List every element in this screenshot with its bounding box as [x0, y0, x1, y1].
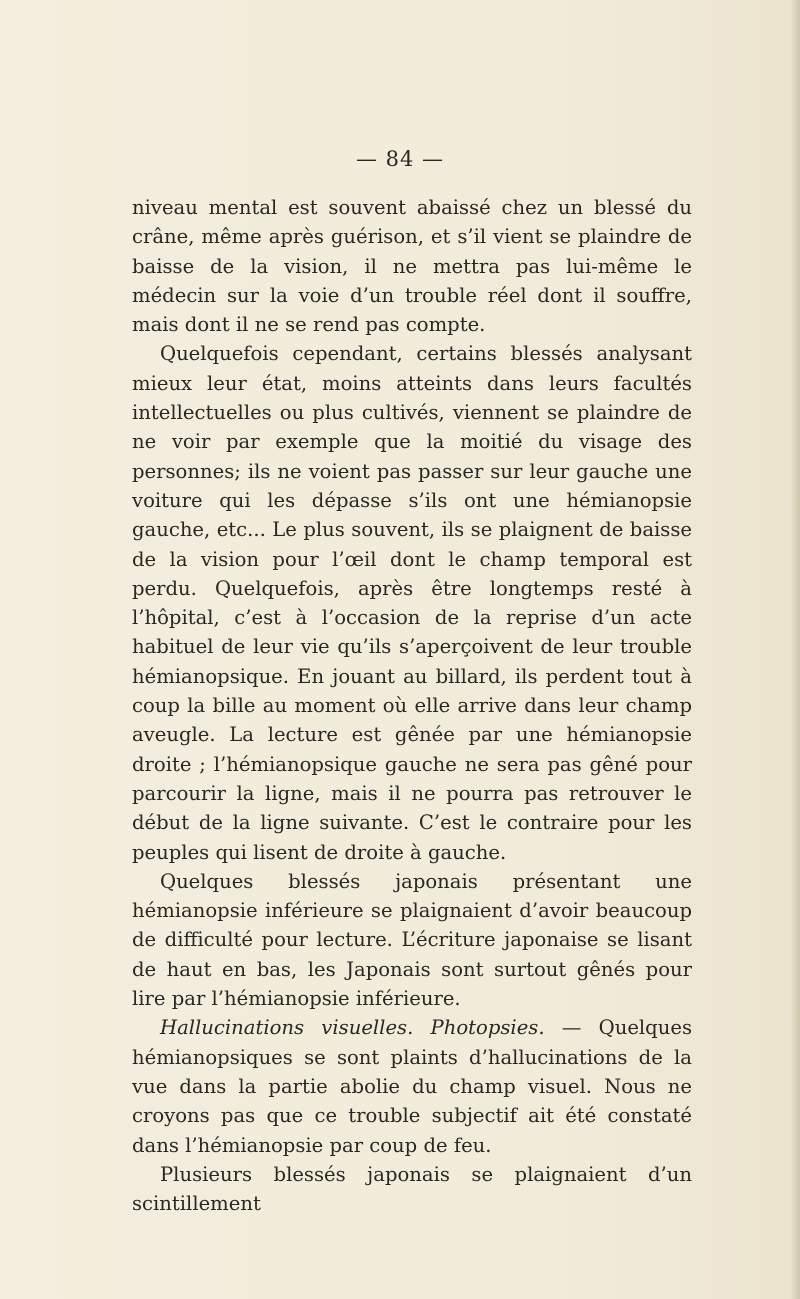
paragraph-4-text: — Quelques hémianopsiques se sont plaints d’hallucinations de la vue dans la partie abolie du champ visuel. Nous ne croyons pas que ce trouble subjectif ait été constaté dans l’hémianopsie par coup de feu. — [132, 1016, 692, 1157]
paragraph-1 — [132, 193, 692, 339]
paragraph-2 — [132, 339, 692, 866]
page-number: — 84 — — [355, 147, 445, 171]
paragraph-4 — [132, 1013, 692, 1159]
paragraph-3 — [132, 867, 692, 1013]
paragraph-1-text: niveau mental est souvent abaissé chez un blessé du crâne, même après guérison, et s’il vient se plaindre de baisse de la vision, il ne mettra pas lui-même le médecin sur la voie d’un trouble réel dont il souffre, mais dont il ne se rend pas compte. — [132, 196, 692, 337]
paragraph-5 — [132, 1160, 692, 1219]
paragraph-2-text: Quelquefois cependant, certains blessés analysant mieux leur état, moins atteints dans leurs facultés intellectuelles ou plus cultivés, viennent se plaindre de ne voir par exemple que la moitié du visage des personnes; ils ne voient pas passer sur leur gauche une voiture qui les dépasse s’ils ont une hémianopsie gauche, etc... Le plus souvent, ils se plaignent de baisse de la vision pour l’œil dont le champ temporal est perdu. Quelquefois, après être longtemps resté à l’hôpital, c’est à l’occasion de la reprise d’un acte habituel de leur vie qu’ils s’aperçoivent de leur trouble hémianopsique. En jouant au billard, ils perdent tout à coup la bille au moment où elle arrive dans leur champ aveugle. La lecture est gênée par une hémianopsie droite ; l’hémianopsique gauche ne sera pas gêné pour parcourir la ligne, mais il ne pourra pas retrouver le début de la ligne suivante. C’est le contraire pour les peuples qui lisent de droite à gauche. — [132, 342, 692, 864]
paragraph-5-text: Plusieurs blessés japonais se plaignaient d’un scintillement — [132, 1162, 692, 1216]
page-edge-shadow — [790, 0, 800, 1299]
paragraph-3-text: Quelques blessés japonais présentant une hémianopsie inférieure se plaignaient d’avoir beaucoup de difficulté pour lecture. L’écriture japonaise se lisant de haut en bas, les Japonais sont surtout gênés pour lire par l’hémianopsie inférieure. — [132, 869, 692, 1011]
section-heading: Hallucinations visuelles. Photopsies. — [160, 1016, 545, 1040]
body-text — [132, 193, 692, 1218]
